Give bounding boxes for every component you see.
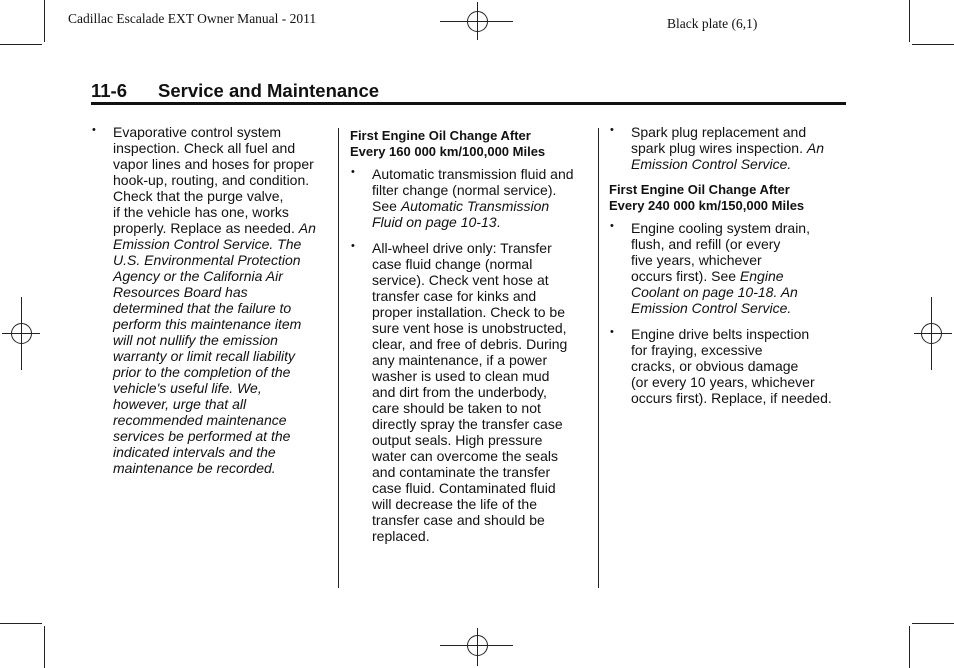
section-rule: [91, 102, 846, 105]
text-line: care should be taken to not: [372, 400, 541, 416]
column-3: [609, 124, 849, 416]
crop-mark-top-right-v: [909, 0, 910, 42]
text-line: Check that the purge valve,: [113, 188, 284, 204]
text-line: inspection. Check all fuel and: [113, 140, 296, 156]
crop-mark-bottom-right-h: [912, 623, 954, 624]
text-line: case fluid change (normal: [372, 256, 533, 272]
bullet: •: [610, 326, 614, 338]
cross-reference-link[interactable]: Automatic Transmission: [400, 198, 550, 214]
text-line: output seals. High pressure: [372, 432, 543, 448]
cross-reference-link[interactable]: Fluid on page 10-13: [372, 214, 497, 230]
manual-title: Cadillac Escalade EXT Owner Manual - 2011: [68, 11, 317, 26]
text-line: clear, and free of debris. During: [372, 336, 568, 352]
note-line: Emission Control Service. The: [113, 236, 302, 252]
cross-reference-text: An: [298, 220, 316, 236]
text-line: transfer case for kinks and: [372, 288, 537, 304]
text-line: [113, 220, 331, 236]
text-line: occurs first). Replace, if needed.: [631, 390, 832, 406]
note-line: determined that the failure to: [113, 300, 292, 316]
list-item-spark-plug: [609, 124, 849, 172]
crop-mark-bottom-left-h: [0, 623, 42, 624]
text-line: transfer case and should be: [372, 512, 545, 528]
text-line: filter change (normal service).: [372, 182, 557, 198]
crop-mark-top-left-v: [44, 0, 45, 42]
text-line: Engine cooling system drain,: [631, 220, 810, 236]
note-line: Resources Board has: [113, 284, 248, 300]
crop-mark-top-left-h: [0, 44, 42, 45]
cross-reference-link[interactable]: Coolant on page 10-18. An: [631, 284, 798, 300]
column-divider-1: [338, 128, 339, 588]
note-line: Emission Control Service.: [631, 156, 792, 172]
cross-reference-link[interactable]: Engine: [739, 268, 784, 284]
text-line: [372, 214, 590, 230]
text-line: any maintenance, if a power: [372, 352, 548, 368]
text-line: for fraying, excessive: [631, 342, 763, 358]
text-plain: occurs first). See: [631, 268, 740, 284]
text-line: directly spray the transfer case: [372, 416, 563, 432]
text-line: and dirt from the underbody,: [372, 384, 547, 400]
note-line: however, urge that all: [113, 396, 247, 412]
list-item-evaporative-control: [91, 124, 331, 476]
list-item-transfer-case: [350, 240, 590, 544]
note-line: indicated intervals and the: [113, 444, 276, 460]
bullet: •: [610, 124, 614, 136]
heading-line: Every 240 000 km/150,000 Miles: [609, 198, 805, 213]
text-line: [372, 198, 590, 214]
text-line: five years, whichever: [631, 252, 762, 268]
column-divider-2: [598, 128, 599, 588]
text-plain: See: [372, 198, 401, 214]
note-line: Agency or the California Air: [113, 268, 283, 284]
text-line: Engine drive belts inspection: [631, 326, 810, 342]
heading-line: First Engine Oil Change After: [609, 182, 790, 197]
crop-mark-bottom-right-v: [909, 626, 910, 668]
note-line: prior to the completion of the: [113, 364, 291, 380]
note-line: maintenance be recorded.: [113, 460, 276, 476]
list-item-cooling-system: [609, 220, 849, 316]
note-line: Emission Control Service.: [631, 300, 792, 316]
subheading-160000: [350, 128, 590, 160]
bullet: •: [610, 220, 614, 232]
text-line: Automatic transmission fluid and: [372, 166, 574, 182]
text-plain: properly. Replace as needed.: [113, 220, 299, 236]
text-line: flush, and refill (or every: [631, 236, 781, 252]
bullet: •: [92, 124, 96, 136]
text-line: [631, 268, 849, 284]
column-1: [91, 124, 331, 486]
text-line: vapor lines and hoses for proper: [113, 156, 314, 172]
bullet: •: [351, 240, 355, 252]
text-line: washer is used to clean mud: [372, 368, 550, 384]
bullet: •: [351, 166, 355, 178]
note-line: warranty or limit recall liability: [113, 348, 296, 364]
text-plain: .: [496, 214, 501, 230]
text-line: if the vehicle has one, works: [113, 204, 289, 220]
text-line: will decrease the life of the: [372, 496, 537, 512]
text-line: water can overcome the seals: [372, 448, 558, 464]
text-line: Evaporative control system: [113, 124, 282, 140]
note-line: will not nullify the emission: [113, 332, 278, 348]
text-line: All-wheel drive only: Transfer: [372, 240, 552, 256]
list-item-transmission-fluid: [350, 166, 590, 230]
text-line: service). Check vent hose at: [372, 272, 549, 288]
section-title: Service and Maintenance: [158, 80, 380, 101]
cross-reference-text: An: [806, 140, 824, 156]
note-line: vehicle's useful life. We,: [113, 380, 262, 396]
text-line: Spark plug replacement and: [631, 124, 807, 140]
text-line: and contaminate the transfer: [372, 464, 551, 480]
text-line: hook-up, routing, and condition.: [113, 172, 310, 188]
crop-mark-top-right-h: [912, 44, 954, 45]
text-line: [631, 140, 849, 156]
heading-line: Every 160 000 km/100,000 Miles: [350, 144, 546, 159]
column-2: [350, 128, 590, 554]
note-line: services be performed at the: [113, 428, 291, 444]
text-line: cracks, or obvious damage: [631, 358, 799, 374]
text-line: replaced.: [372, 528, 430, 544]
list-item-drive-belts: [609, 326, 849, 406]
note-line: perform this maintenance item: [113, 316, 302, 332]
text-line: sure vent hose is unobstructed,: [372, 320, 567, 336]
text-line: proper installation. Check to be: [372, 304, 565, 320]
text-plain: spark plug wires inspection.: [631, 140, 807, 156]
subheading-240000: [609, 182, 849, 214]
text-line: (or every 10 years, whichever: [631, 374, 815, 390]
text-line: case fluid. Contaminated fluid: [372, 480, 556, 496]
note-line: recommended maintenance: [113, 412, 287, 428]
plate-label: Black plate (6,1): [667, 16, 758, 31]
note-line: U.S. Environmental Protection: [113, 252, 301, 268]
heading-line: First Engine Oil Change After: [350, 128, 531, 143]
section-number: 11-6: [91, 80, 128, 101]
crop-mark-bottom-left-v: [44, 626, 45, 668]
